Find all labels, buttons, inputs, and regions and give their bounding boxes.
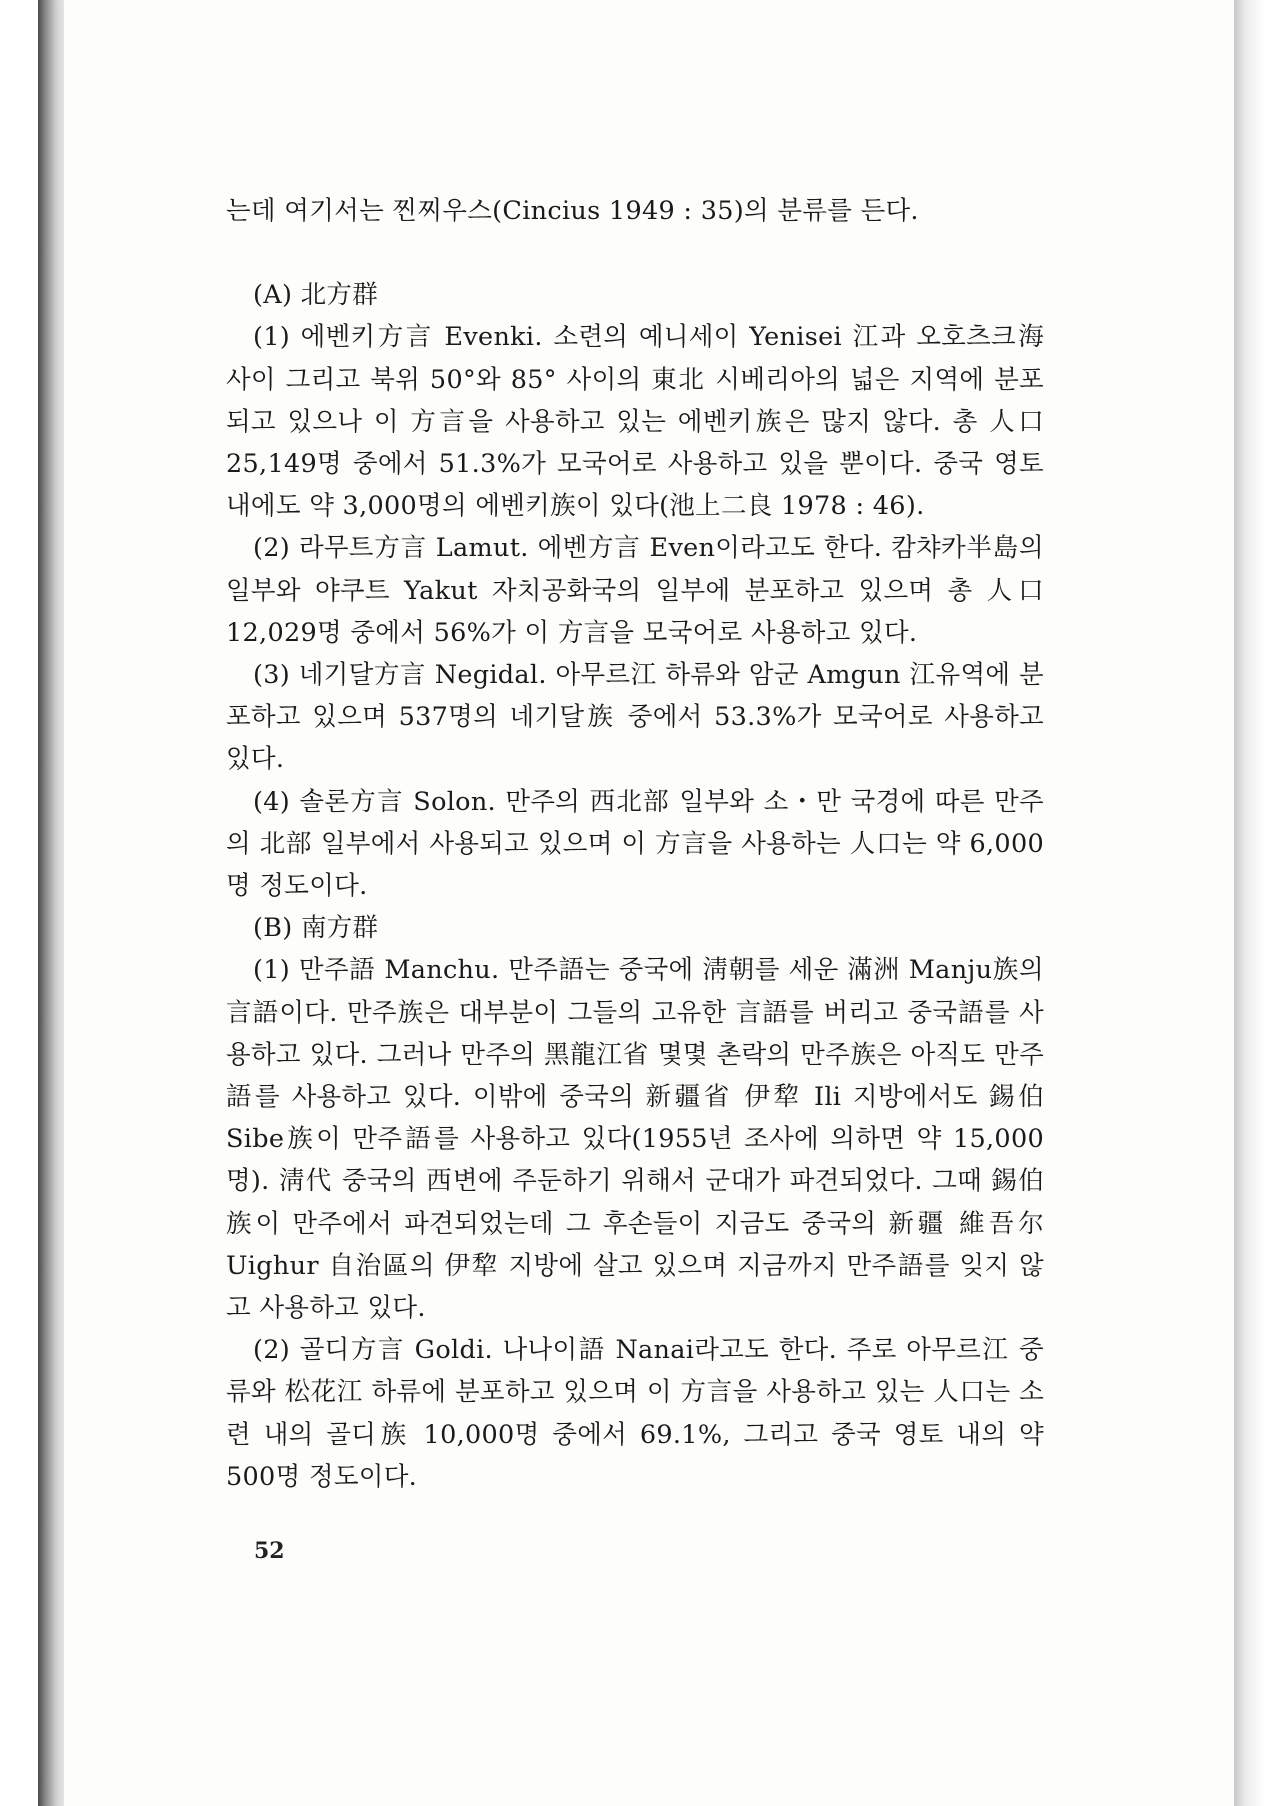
paragraph-goldi: (2) 골디方言 Goldi. 나나이語 Nanai라고도 한다. 주로 아무르江 중류와 松花江 하류에 분포하고 있으며 이 方言을 사용하고 있는 人口는 소련 내의 골디族 10,000명 중에서 69.1%, 그리고 중국 영토 내의 약 500명 정도이다.: [226, 1335, 1044, 1492]
paragraph-solon: (4) 솔론方言 Solon. 만주의 西北部 일부와 소・만 국경에 따른 만주의 北部 일부에서 사용되고 있으며 이 方言을 사용하는 人口는 약 6,000명 정도이다.: [226, 786, 1044, 902]
section-heading-southern: (B) 南方群: [253, 913, 379, 944]
paragraph-negidal: (3) 네기달方言 Negidal. 아무르江 하류와 암군 Amgun 江유역에 분포하고 있으며 537명의 네기달族 중에서 53.3%가 모국어로 사용하고 있다.: [226, 660, 1044, 775]
paragraph-lamut: (2) 라무트方言 Lamut. 에벤方言 Even이라고도 한다. 캄챠카半島의 일부와 야쿠트 Yakut 자치공화국의 일부에 분포하고 있으며 총 人口 12,029명 중에서 56%가 이 方言을 모국어로 사용하고 있다.: [226, 533, 1044, 648]
section-heading-northern: (A) 北方群: [253, 280, 379, 311]
page-right-edge: [1234, 0, 1264, 1806]
page-number: 52: [254, 1538, 285, 1564]
intro-line: 는데 여기서는 찐찌우스(Cincius 1949 : 35)의 분류를 든다.: [226, 196, 919, 226]
paragraph-evenki: (1) 에벤키方言 Evenki. 소련의 예니세이 Yenisei 江과 오호츠크海 사이 그리고 북위 50°와 85° 사이의 東北 시베리아의 넓은 지역에 분포되고 있으나 이 方言을 사용하고 있는 에벤키族은 많지 않다. 총 人口 25,149명 중에서 51.3%가 모국어로 사용하고 있을 뿐이다. 중국 영토내에도 약 3,000명의 에벤키族이 있다(池上二良 1978 : 46).: [226, 322, 1044, 522]
paragraph-manchu: (1) 만주語 Manchu. 만주語는 중국에 淸朝를 세운 滿洲 Manju族의 言語이다. 만주族은 대부분이 그들의 고유한 言語를 버리고 중국語를 사용하고 있다. 그러나 만주의 黑龍江省 몇몇 촌락의 만주族은 아직도 만주語를 사용하고 있다. 이밖에 중국의 新疆省 伊犂 Ili 지방에서도 錫伯 Sibe族이 만주語를 사용하고 있다(1955년 조사에 의하면 약 15,000명). 淸代 중국의 西변에 주둔하기 위해서 군대가 파견되었다. 그때 錫伯族이 만주에서 파견되었는데 그 후손들이 지금도 중국의 新疆 維吾尔 Uighur 自治區의 伊犂 지방에 살고 있으며 지금까지 만주語를 잊지 않고 사용하고 있다.: [226, 955, 1044, 1324]
body-text: [226, 190, 1044, 1498]
